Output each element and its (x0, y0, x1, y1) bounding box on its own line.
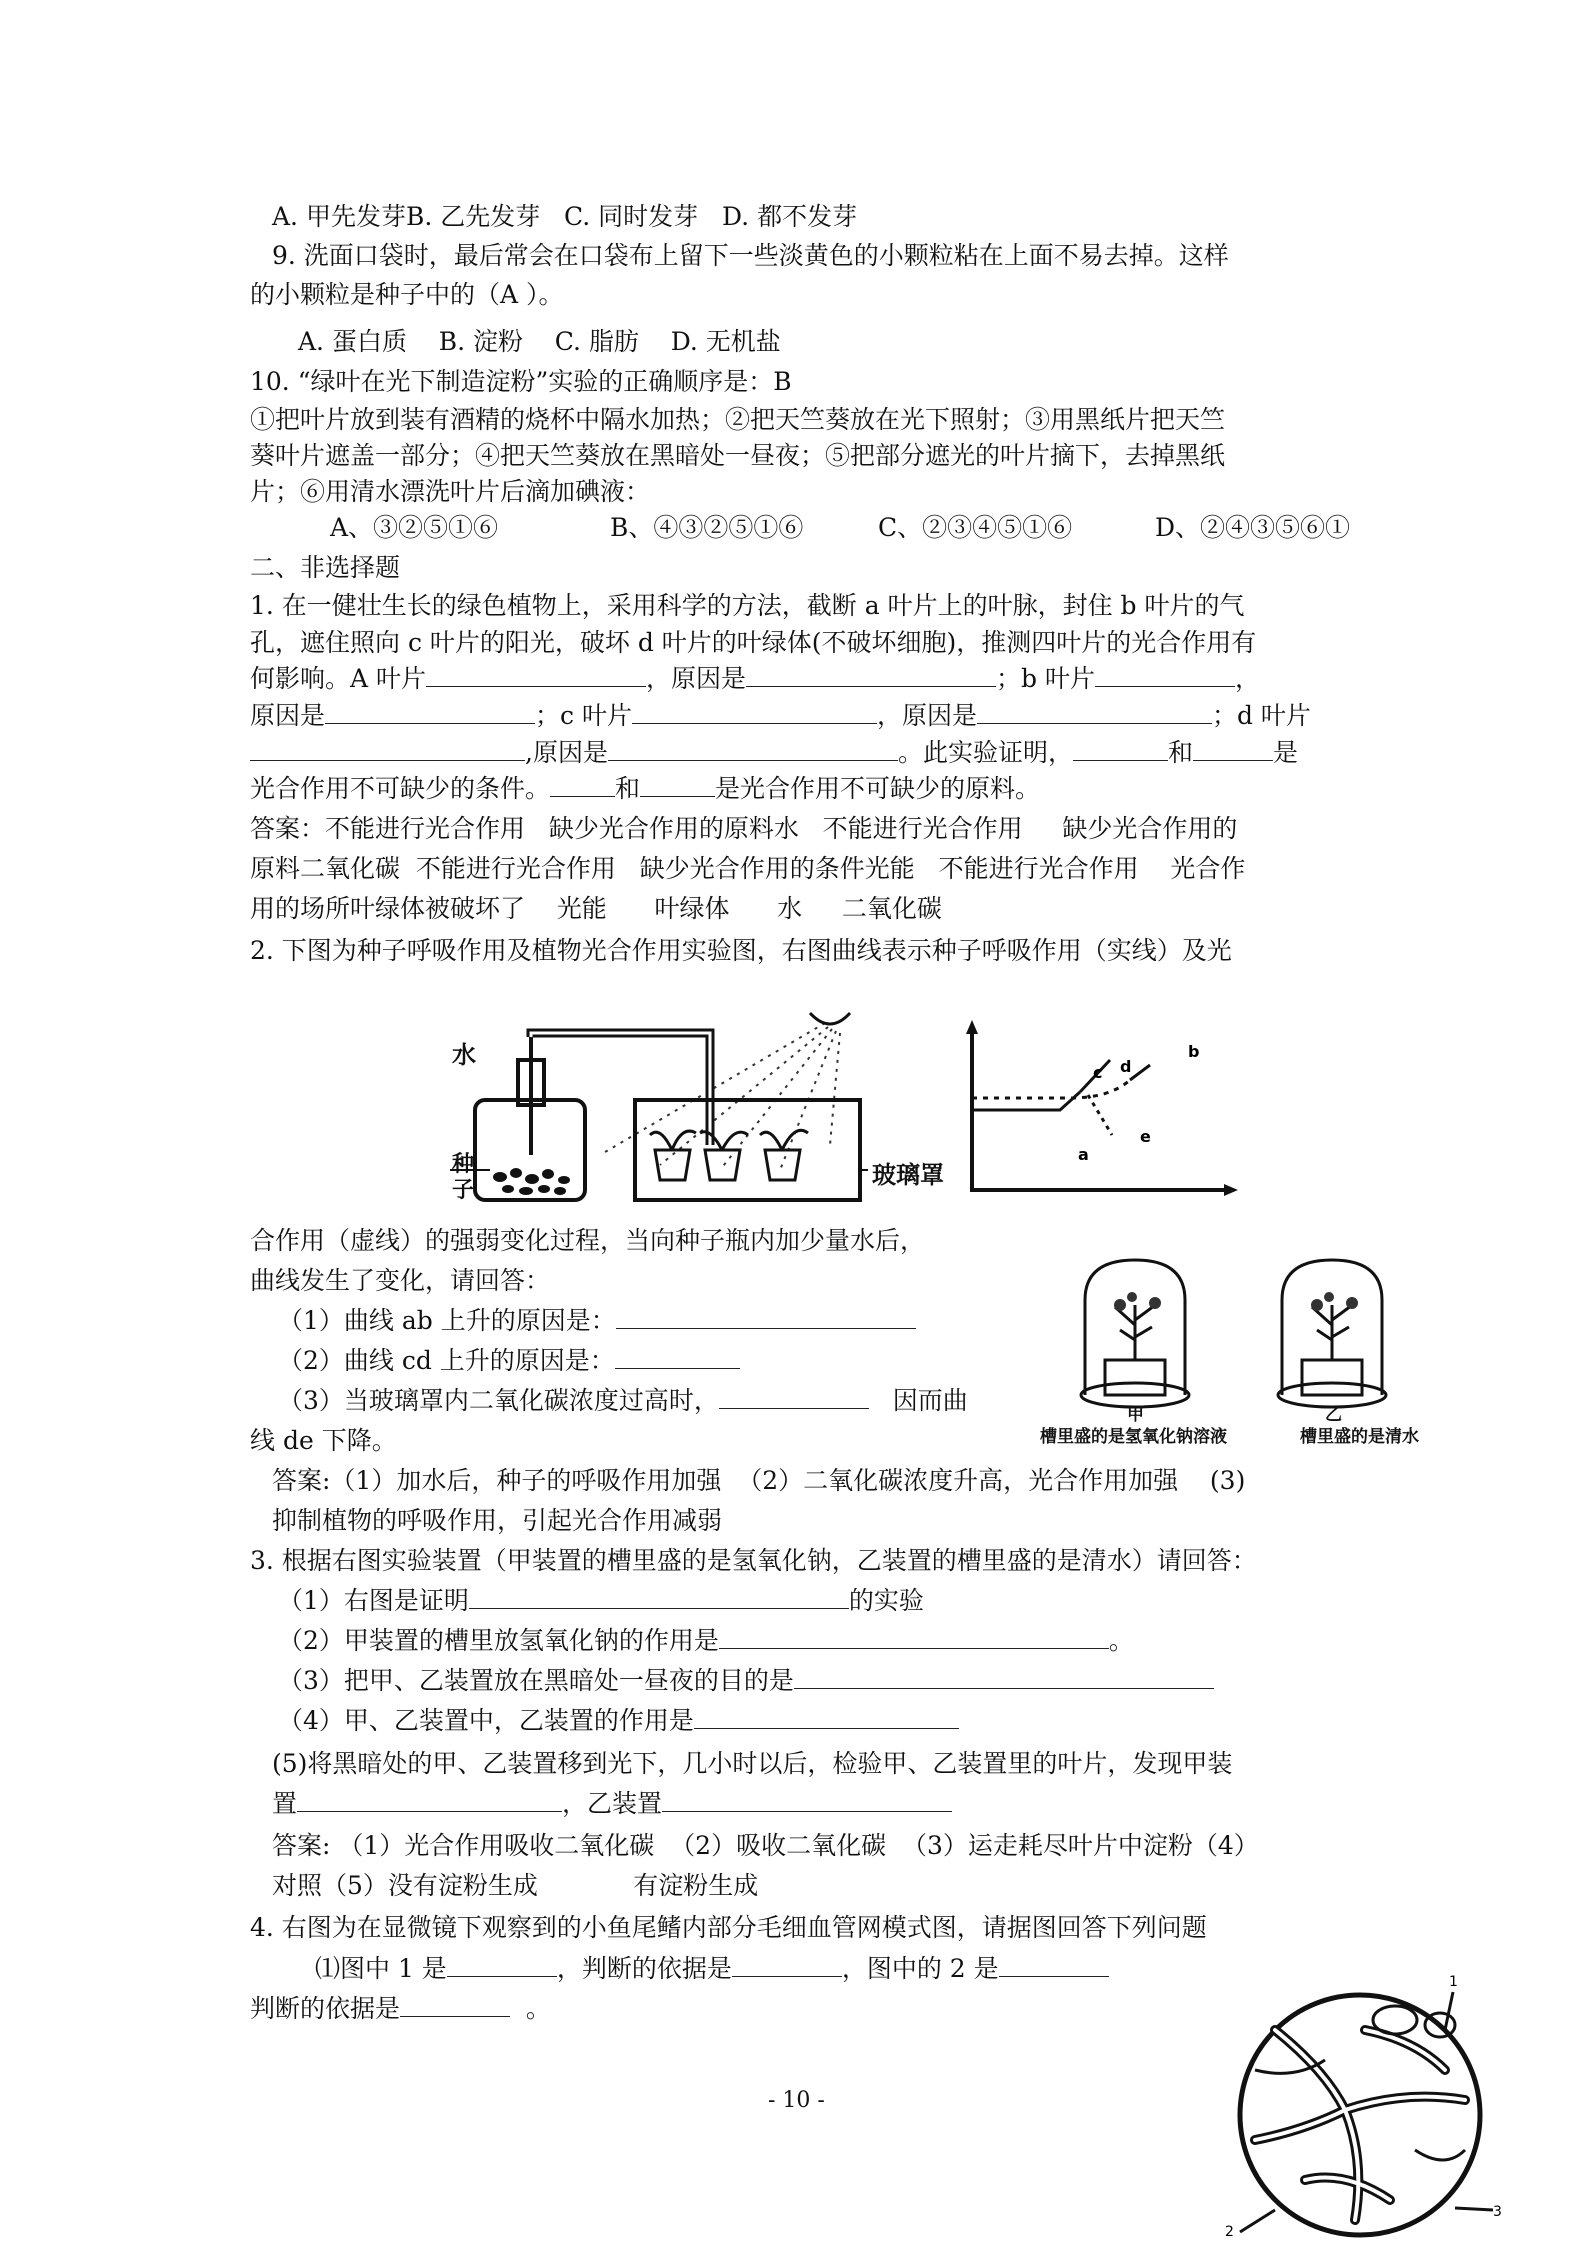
question-2-item2: （2）曲线 cd 上升的原因是： (278, 1345, 740, 1377)
option-a: A、③②⑤①⑥ (330, 513, 499, 542)
blank[interactable] (426, 664, 646, 687)
question-2-item3: （3）当玻璃罩内二氧化碳浓度过高时， 因而曲 (278, 1386, 968, 1415)
figure-number-1: 1 (1449, 1974, 1458, 1990)
blank[interactable] (1193, 738, 1273, 761)
question-10-step3: 片；⑥用清水漂洗叶片后滴加碘液： (250, 477, 651, 506)
answer-3: 答案: （1）光合作用吸收二氧化碳 （2）吸收二氧化碳 （3）运走耗尽叶片中淀粉（4） (272, 1831, 1259, 1860)
label-jia: 甲 (1127, 1405, 1144, 1425)
page-number: - 10 - (768, 2088, 825, 2113)
curve-label-c: c (1093, 1063, 1103, 1082)
blank[interactable] (977, 701, 1212, 724)
question-10-step2: 葵叶片遮盖一部分；④把天竺葵放在黑暗处一昼夜；⑤把部分遮光的叶片摘下，去掉黑纸 (250, 441, 1226, 470)
question-1-blanks-c: ,原因是 。此实验证明， 和 是 (250, 737, 1298, 769)
question-3: 3. 根据右图实验装置（甲装置的槽里盛的是氢氧化钠，乙装置的槽里盛的是清水）请回答： (250, 1546, 1257, 1575)
question-10-step1: ①把叶片放到装有酒精的烧杯中隔水加热；②把天竺葵放在光下照射；③用黑纸片把天竺 (250, 405, 1226, 434)
label-water: 水 (452, 1041, 476, 1069)
blank[interactable] (616, 1306, 916, 1329)
question-3-item1: （1）右图是证明 的实验 (278, 1586, 924, 1615)
blank[interactable] (615, 1346, 740, 1369)
blank[interactable] (640, 774, 715, 797)
blank[interactable] (325, 701, 535, 724)
section-heading: 二、非选择题 (250, 553, 401, 582)
option-d: D、②④③⑤⑥① (1155, 513, 1351, 542)
label-yi-caption: 槽里盛的是清水 (1300, 1427, 1419, 1447)
option-line: A. 甲先发芽B. 乙先发芽 C. 同时发芽 D. 都不发芽 (272, 202, 858, 231)
question-1-blanks-d: 光合作用不可缺少的条件。 和 是光合作用不可缺少的原料。 (250, 774, 1041, 803)
answer-2-cont: 抑制植物的呼吸作用，引起光合作用减弱 (272, 1506, 723, 1535)
question-3-item5-cont: 置 ，乙装置 (272, 1788, 952, 1820)
blank[interactable] (719, 1386, 869, 1409)
blank[interactable] (447, 1954, 557, 1977)
question-4: 4. 右图为在显微镜下观察到的小鱼尾鳍内部分毛细血管网模式图，请据图回答下列问题 (250, 1913, 1207, 1942)
blank[interactable] (1073, 738, 1168, 761)
blank[interactable] (608, 738, 898, 761)
question-9: 9. 洗面口袋时，最后常会在口袋布上留下一些淡黄色的小颗粒粘在上面不易去掉。这样 (272, 241, 1229, 270)
question-2-item1: （1）曲线 ab 上升的原因是： (278, 1305, 916, 1337)
blank[interactable] (732, 1954, 842, 1977)
label-yi: 乙 (1325, 1405, 1342, 1425)
blank[interactable] (469, 1586, 849, 1609)
curve-label-b: b (1188, 1042, 1200, 1061)
curve-label-a: a (1078, 1145, 1089, 1164)
figure-number-2: 2 (1225, 2224, 1234, 2240)
question-4-item1-cont: 判断的依据是 。 (250, 1994, 551, 2023)
blank[interactable] (999, 1954, 1109, 1977)
question-2-cont2: 曲线发生了变化，请回答： (250, 1266, 551, 1295)
blank[interactable] (694, 1706, 959, 1729)
blank[interactable] (400, 1994, 510, 2017)
blank[interactable] (632, 701, 877, 724)
question-3-item4: （4）甲、乙装置中，乙装置的作用是 (278, 1705, 959, 1737)
blank[interactable] (297, 1789, 562, 1812)
question-1-cont: 孔，遮住照向 c 叶片的阳光，破坏 d 叶片的叶绿体(不破坏细胞)，推测四叶片的光合作用有 (250, 628, 1257, 657)
blank[interactable] (1095, 664, 1235, 687)
answer-1: 答案：不能进行光合作用 缺少光合作用的原料水 不能进行光合作用 缺少光合作用的 (250, 814, 1238, 843)
blank[interactable] (719, 1626, 1109, 1649)
question-2: 2. 下图为种子呼吸作用及植物光合作用实验图，右图曲线表示种子呼吸作用（实线）及光 (250, 936, 1232, 965)
question-10: 10. “绿叶在光下制造淀粉”实验的正确顺序是：B (250, 367, 792, 396)
question-3-item3: （3）把甲、乙装置放在黑暗处一昼夜的目的是 (278, 1665, 1214, 1697)
capillary-network-figure (1215, 1970, 1505, 2240)
option-b: B、④③②⑤①⑥ (610, 513, 804, 542)
question-3-item5: (5)将黑暗处的甲、乙装置移到光下，几小时以后，检验甲、乙装置里的叶片，发现甲装 (272, 1749, 1233, 1778)
curve-label-d: d (1120, 1057, 1132, 1076)
answer-1-end: 用的场所叶绿体被破坏了 光能 叶绿体 水 二氧化碳 (250, 894, 942, 923)
blank[interactable] (662, 1789, 952, 1812)
answer-1-cont: 原料二氧化碳 不能进行光合作用 缺少光合作用的条件光能 不能进行光合作用 光合作 (250, 854, 1246, 883)
option-c: C、②③④⑤①⑥ (878, 513, 1073, 542)
question-1-blanks-b: 原因是 ；c 叶片 ，原因是 ；d 叶片 (250, 701, 1311, 730)
apparatus-figure (450, 1005, 940, 1215)
question-4-item1: ⑴图中 1 是 ，判断的依据是 ，图中的 2 是 (315, 1953, 1109, 1985)
figure-number-3: 3 (1493, 2204, 1502, 2220)
question-1: 1. 在一健壮生长的绿色植物上，采用科学的方法，截断 a 叶片上的叶脉，封住 b 叶片的气 (250, 591, 1245, 620)
label-glass-cover: 玻璃罩 (872, 1161, 944, 1189)
answer-3-cont: 对照（5）没有淀粉生成 有淀粉生成 (272, 1871, 759, 1900)
bell-jar-figure (1070, 1245, 1480, 1420)
curve-label-e: e (1140, 1127, 1151, 1146)
question-2-item3-cont: 线 de 下降。 (250, 1426, 397, 1455)
question-2-cont: 合作用（虚线）的强弱变化过程，当向种子瓶内加少量水后， (250, 1226, 926, 1255)
question-1-blanks-a: 何影响。A 叶片 ，原因是 ；b 叶片 ， (250, 664, 1260, 693)
question-9-cont: 的小颗粒是种子中的（A ）。 (250, 280, 564, 309)
blank[interactable] (250, 738, 525, 761)
blank[interactable] (550, 774, 615, 797)
label-seed: 种子 (452, 1152, 475, 1203)
question-9-options: A. 蛋白质 B. 淀粉 C. 脂肪 D. 无机盐 (298, 327, 781, 356)
curve-graph (950, 1020, 1240, 1210)
answer-2: 答案:（1）加水后，种子的呼吸作用加强 （2）二氧化碳浓度升高，光合作用加强 (3) (272, 1466, 1246, 1495)
question-3-item2: （2）甲装置的槽里放氢氧化钠的作用是 。 (278, 1626, 1134, 1655)
label-jia-caption: 槽里盛的是氢氧化钠溶液 (1040, 1427, 1227, 1447)
blank[interactable] (794, 1666, 1214, 1689)
blank[interactable] (746, 664, 996, 687)
